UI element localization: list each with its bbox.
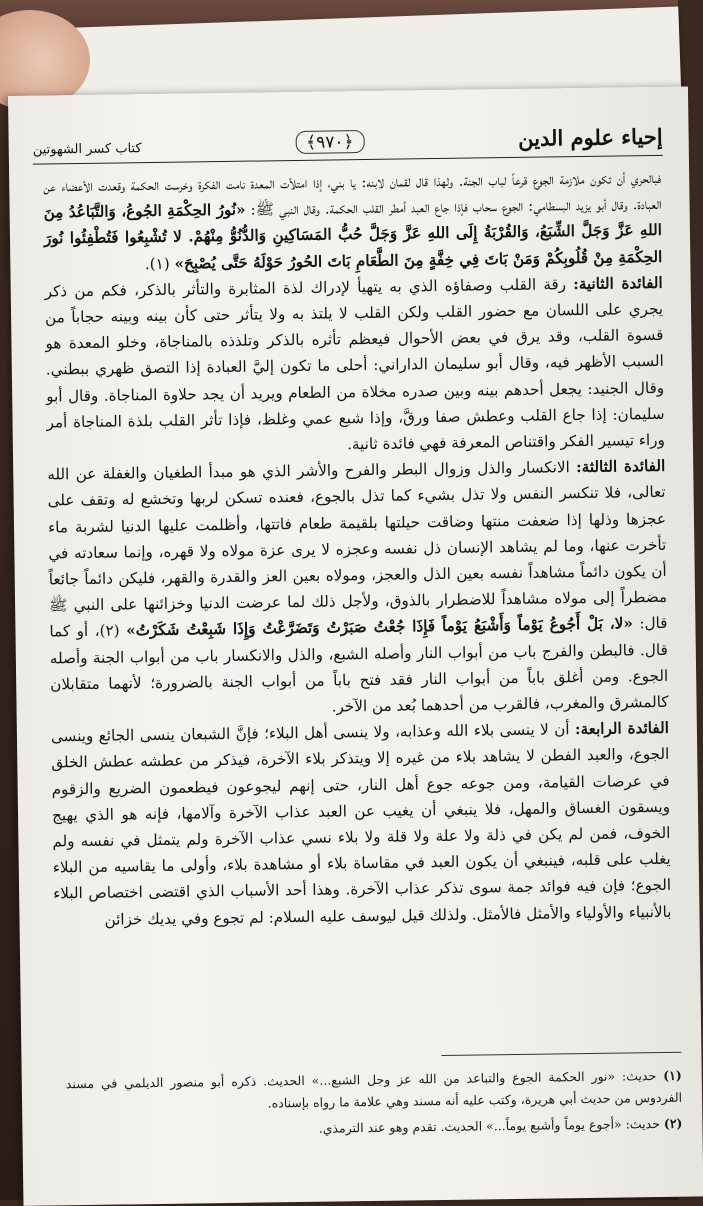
footnote-rule [441, 1052, 681, 1056]
page-header [32, 119, 662, 158]
hadith-quote: «لا، بَلْ أَجُوعُ يَوْماً وَأَشْبَعُ يَوْماً فَإِذَا جُعْتُ صَبَرْتُ وَتَضَرَّعْتُ وَإِذَا شَبِعْتُ شَكَرْتُ» [126, 614, 634, 640]
paragraph [45, 270, 666, 462]
paragraph [43, 165, 662, 278]
page-number: ﴿٩٧٠﴾ [295, 130, 365, 154]
paragraph [51, 715, 672, 933]
footnote [66, 1065, 683, 1118]
book-page [8, 87, 703, 1206]
paragraph-text: فبالحري أن تكون ملازمة الجوع قرعاً لباب الجنة. ولهذا قال لقمان لابنه: يا بني، إذا امتلأت المعدة نامت الفكرة وخرست الحكمة وقعدت الأعضاء عن العبادة. وقال أبو يزيد البسطامي: الجوع سحاب فإذا جاع العبد أمطر القلب الحكمة. وقال النبي ﷺ: [43, 168, 662, 219]
footnote [66, 1113, 682, 1144]
paragraph-text: الانكسار والذل وزوال البطر والفرح والأشر الذي هو مبدأ الطغيان والغفلة عن الله تعالى، فلا تنكسر النفس ولا تذل بشيء كما تذل بالجوع، فعنده تسكن لربها وتخشع له وتقف على عجزها وذلها إذا ضعفت منتها وضاقت حيلتها بلقيمة طعام فاتتها، وأظلمت عليها الدنيا لشربة ماء تأخرت عنها، وما لم يشاهد الإنسان ذل نفسه وعجزه لا يرى عزة مولاه ولا قهره، وإنما سعادته في أن يكون دائماً مشاهداً نفسه بعين الذل والعجز، ومولاه بعين العز والقدرة والقهر، فليكن دائماً جائعاً مضطراً إلى مولاه مشاهداً للاضطرار بالذوق، ولأجل ذلك لما عرضت الدنيا وخزائنها على النبي ﷺ قال: [47, 458, 668, 633]
paragraph-text: رقة القلب وصفاؤه الذي به يتهيأ لإدراك لذة المثابرة والتأثر بالذكر، فكم من ذكر يجري على اللسان مع حضور القلب ولكن القلب لا يلتذ به ولا يتأثر حتى كأن بينه وبينه حجاباً من قسوة القلب، وقد يرق في بعض الأحوال فيعظم تأثره بالذكر وتلذذه بالمناجاة، وخلو المعدة هو السبب الأظهر فيه، وقال أبو سليمان الداراني: أحلى ما تكون إليَّ العبادة إذا التصق ظهري ببطني. وقال الجنيد: يجعل أحدهم بينه وبين صدره مخلاة من الطعام ويريد أن يجد حلاوة المناجاة. وقال أبو سليمان: إذا جاع القلب وعطش صفا ورقَّ، وإذا شبع عمي وغلظ، فإذا تأثر القلب بلذة المناجاة أمر وراء تيسير الفكر واقتناص المعرفة فهي فائدة ثانية. [44, 275, 665, 454]
footnote-text: حديث: «أجوع يوماً وأشبع يوماً...» الحديث. تقدم وهو عند الترمذي. [318, 1115, 660, 1136]
section-heading: الفائدة الثالثة: [575, 457, 666, 477]
paragraph [47, 453, 669, 724]
paragraph-text: أن لا ينسى بلاء الله وعذابه، ولا ينسى أهل البلاء؛ فإنَّ الشبعان ينسى الجائع وينسى الجوع، والعبد الفطن لا يشاهد بلاء من غيره إلا ويتذكر بلاء الآخرة، فيذكر من عطشه عطش الخلق في عرصات القيامة، ومن جوعه جوع أهل النار، حتى إنهم ليجوعون فيطعمون الضريع والزقوم ويسقون الغساق والمهل، فلا ينبغي أن يغيب عن العبد عذاب الآخرة وآلامها، فإنه هو الذي يهيج الخوف، فمن لم يكن في ذلة ولا علة ولا قلة ولا بلاء نسي عذاب الآخرة ولم يتمثل في نفسه ولم يغلب على قلبه، فينبغي أن يكون العبد في مقاساة بلاء أو مشاهدة بلاء، وأولى ما يقاسيه من البلاء الجوع؛ فإن فيه فوائد جمة سوى تذكر عذاب الآخرة. وهذا أحد الأسباب الذي اقتضى اختصاص البلاء بالأنبياء والأولياء والأمثل فالأمثل. ولذلك قيل ليوسف عليه السلام: لم تجوع وفي يديك خزائن [50, 720, 672, 929]
footnote-ref: (١). [144, 254, 170, 273]
main-text [43, 165, 672, 933]
section-heading: الفائدة الرابعة: [574, 719, 670, 739]
section-heading: الفائدة الثانية: [573, 273, 663, 293]
chapter-title: كتاب كسر الشهوتين [32, 141, 142, 158]
footnote-text: حديث: «نور الحكمة الجوع والتباعد من الله عز وجل الشبع...» الحديث. ذكره أبو منصور الديلمي في مسند الفردوس من حديث أبي هريرة، وكتب عليه أنه مسند وهي علامة ما رواه بإسناده. [65, 1068, 683, 1111]
footnotes [66, 1065, 683, 1148]
footnote-mark: (١) [663, 1067, 682, 1083]
hadith-quote: «نُورُ الحِكْمَةِ الجُوعُ، وَالتَّبَاعُدُ مِنَ اللهِ عَزَّ وَجَلَّ الشِّبَعُ، وَالقُرْبَةُ إِلَى اللهِ عَزَّ وَجَلَّ حُبُّ المَسَاكِينِ وَالدُّنُوُّ مِنْهُمْ. لا تُشْبِعُوا فَتُطْفِئُوا نُورَ الحِكْمَةِ مِنْ قُلُوبِكُمْ وَمَنْ بَاتَ فِي خِفَّةٍ مِنَ الطَّعَامِ بَاتَ الحُورُ حَوْلَهُ حَتَّى يُصْبِحَ» [43, 200, 663, 273]
footnote-mark: (٢) [663, 1115, 683, 1131]
paragraph-text-cont: (٢)، أو كما قال. فالبطن والفرج باب من أبواب النار وأصله الشبع، والذل والانكسار باب من أبواب الجنة وأصله الجوع. ومن أغلق باباً من أبواب النار فقد فتح باباً من أبواب الجنة بالضرورة؛ لأنهما متقابلان كالمشرق والمغرب، فالقرب من أحدهما بُعد من الآخر. [49, 621, 669, 716]
running-title: إحياء علوم الدين [517, 123, 663, 151]
